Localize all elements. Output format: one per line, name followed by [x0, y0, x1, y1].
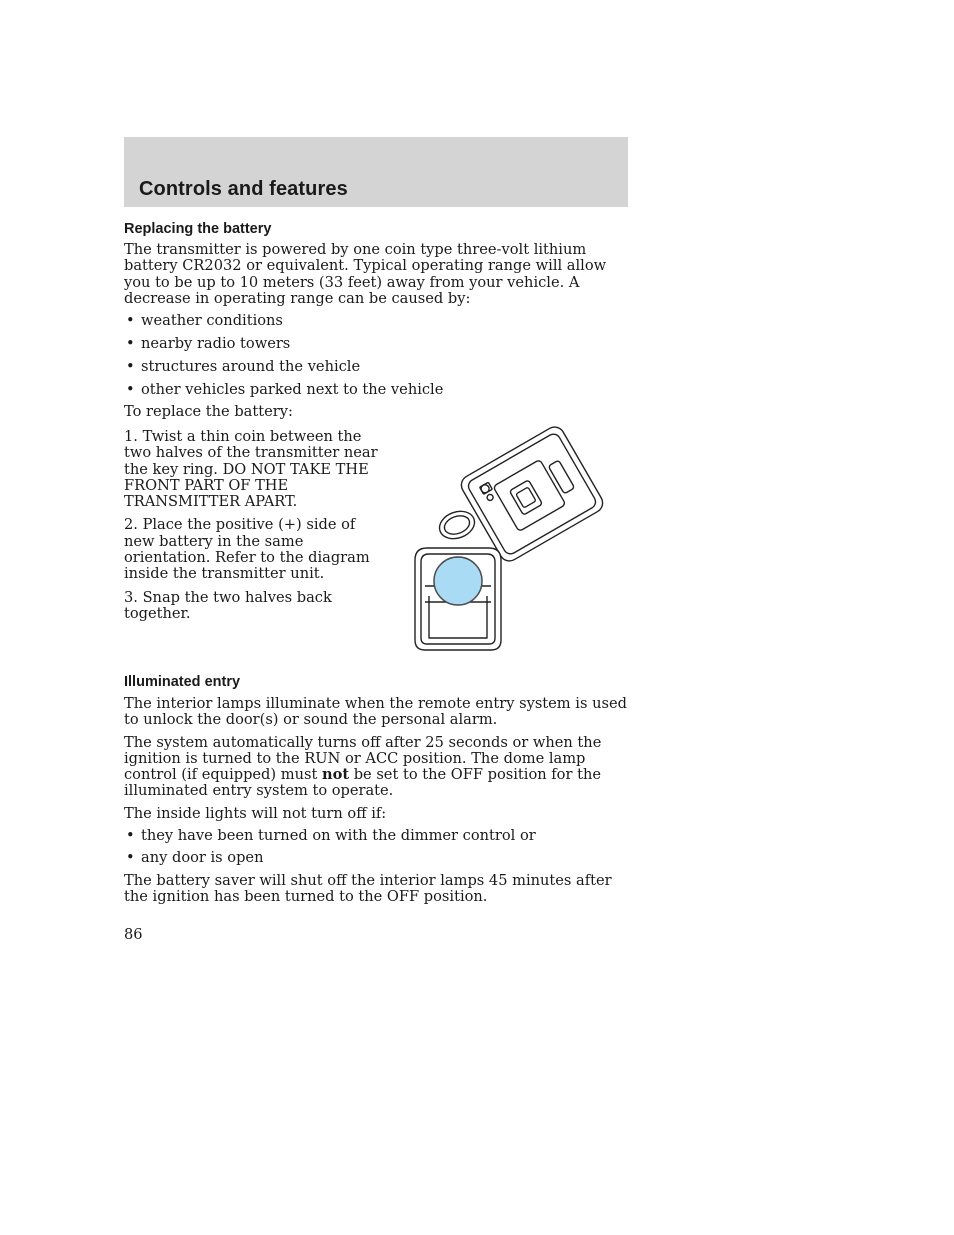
list-item: • any door is open — [124, 850, 628, 866]
battery-heading: Replacing the battery — [124, 221, 272, 237]
list-item: • other vehicles parked next to the vehicle — [124, 382, 628, 398]
section-title: Controls and features — [139, 178, 348, 200]
step-2: 2. Place the positive (+) side of new battery in the same orientation. Refer to the diagram inside the transmitter unit. — [124, 516, 370, 583]
illuminated-p1: The interior lamps illuminate when the remote entry system is used to unlock the door(s) or sound the personal alarm. — [124, 695, 627, 729]
illuminated-heading: Illuminated entry — [124, 674, 241, 690]
illuminated-p3: The inside lights will not turn off if: — [124, 804, 387, 822]
list-item: • weather conditions — [124, 313, 628, 329]
step-1: 1. Twist a thin coin between the two halves of the transmitter near the key ring. DO NOT TAKE THE FRONT PART OF THE TRANSMITTER APART. — [124, 428, 378, 511]
page-number: 86 — [124, 926, 143, 943]
p2-text-1: The system automatically turns off after 25 seconds or when the ignition is turned to the RUN or ACC position. The dome lamp control (if equipped) must — [124, 733, 602, 784]
list-item: • nearby radio towers — [124, 336, 628, 352]
list-item: • structures around the vehicle — [124, 359, 628, 375]
list-item: • they have been turned on with the dimmer control or — [124, 828, 628, 844]
section-header — [124, 137, 628, 207]
p2-text-2: be set to the OFF position for the illuminated entry system to operate. — [124, 766, 601, 800]
battery-intro: The transmitter is powered by one coin type three-volt lithium battery CR2032 or equivalent. Typical operating range will allow you to be up to 10 meters (33 feet) away from your vehicle. A decrease in operating range can be caused by: — [124, 241, 607, 307]
transmitter-battery-illustration — [405, 426, 615, 656]
conditions-list — [124, 828, 628, 867]
replace-intro: To replace the battery: — [124, 402, 293, 420]
illuminated-p4: The battery saver will shut off the interior lamps 45 minutes after the ignition has been turned to the OFF position. — [124, 871, 612, 905]
range-causes-list — [124, 313, 628, 398]
illuminated-p2 — [124, 735, 628, 800]
illuminated-section — [124, 674, 628, 905]
p2-bold-not: not — [321, 766, 350, 784]
step-3: 3. Snap the two halves back together. — [124, 588, 332, 622]
battery-section — [124, 221, 628, 420]
replace-steps — [124, 429, 386, 622]
